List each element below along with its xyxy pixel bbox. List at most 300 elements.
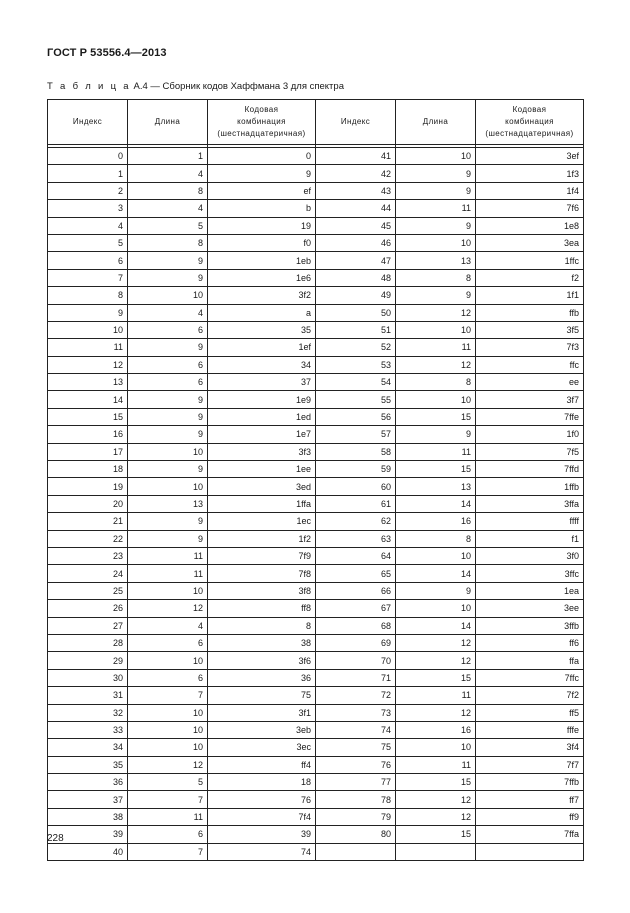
cell-index: 56 xyxy=(316,408,396,425)
table-row xyxy=(48,530,584,547)
table-row xyxy=(48,826,584,843)
cell-codeword: 7f3 xyxy=(476,339,584,356)
cell-codeword: ff9 xyxy=(476,808,584,825)
cell-index: 49 xyxy=(316,287,396,304)
cell-codeword: 34 xyxy=(208,356,316,373)
table-row xyxy=(48,165,584,182)
cell-codeword: 8 xyxy=(208,617,316,634)
table-row xyxy=(48,356,584,373)
cell-length: 12 xyxy=(396,704,476,721)
table-row xyxy=(48,321,584,338)
cell-index: 51 xyxy=(316,321,396,338)
table-row xyxy=(48,217,584,234)
cell-index: 32 xyxy=(48,704,128,721)
cell-codeword: 74 xyxy=(208,843,316,860)
cell-index: 43 xyxy=(316,182,396,199)
cell-codeword: 1ea xyxy=(476,582,584,599)
table-row xyxy=(48,200,584,217)
cell-index: 66 xyxy=(316,582,396,599)
cell-length: 6 xyxy=(128,634,208,651)
cell-index: 33 xyxy=(48,721,128,738)
cell-codeword: 3ed xyxy=(208,478,316,495)
cell-length: 6 xyxy=(128,321,208,338)
table-row xyxy=(48,252,584,269)
cell-index: 7 xyxy=(48,269,128,286)
cell-length: 11 xyxy=(128,547,208,564)
cell-index: 35 xyxy=(48,756,128,773)
cell-codeword: 3ffa xyxy=(476,495,584,512)
table-caption-prefix: Т а б л и ц а xyxy=(47,81,131,92)
cell-length: 6 xyxy=(128,826,208,843)
column-header-index: Индекс xyxy=(48,100,128,145)
table-row xyxy=(48,843,584,860)
cell-length: 9 xyxy=(396,217,476,234)
cell-index: 72 xyxy=(316,687,396,704)
cell-index: 45 xyxy=(316,217,396,234)
cell-index: 78 xyxy=(316,791,396,808)
cell-length: 7 xyxy=(128,843,208,860)
cell-index: 73 xyxy=(316,704,396,721)
cell-codeword: 7f9 xyxy=(208,547,316,564)
cell-length: 10 xyxy=(396,600,476,617)
cell-index: 20 xyxy=(48,495,128,512)
cell-index: 39 xyxy=(48,826,128,843)
cell-index: 48 xyxy=(316,269,396,286)
cell-length: 6 xyxy=(128,669,208,686)
cell-index: 58 xyxy=(316,443,396,460)
cell-codeword: 38 xyxy=(208,634,316,651)
cell-length: 10 xyxy=(128,478,208,495)
cell-index: 17 xyxy=(48,443,128,460)
cell-length: 9 xyxy=(396,165,476,182)
cell-length: 9 xyxy=(128,391,208,408)
cell-index: 8 xyxy=(48,287,128,304)
cell-codeword: 7f4 xyxy=(208,808,316,825)
cell-length: 13 xyxy=(128,495,208,512)
cell-codeword: 1e9 xyxy=(208,391,316,408)
cell-codeword: f0 xyxy=(208,234,316,251)
cell-index: 54 xyxy=(316,374,396,391)
table-row xyxy=(48,565,584,582)
cell-index: 60 xyxy=(316,478,396,495)
cell-codeword: 7ffb xyxy=(476,774,584,791)
cell-length: 7 xyxy=(128,687,208,704)
cell-codeword: 3f3 xyxy=(208,443,316,460)
cell-length: 9 xyxy=(128,252,208,269)
table-row xyxy=(48,513,584,530)
cell-index: 1 xyxy=(48,165,128,182)
cell-codeword: 1f2 xyxy=(208,530,316,547)
cell-codeword: 7ffc xyxy=(476,669,584,686)
table-body xyxy=(48,145,584,861)
cell-length: 4 xyxy=(128,200,208,217)
cell-length xyxy=(396,843,476,860)
cell-length: 9 xyxy=(128,513,208,530)
cell-index: 79 xyxy=(316,808,396,825)
cell-index: 38 xyxy=(48,808,128,825)
cell-length: 5 xyxy=(128,217,208,234)
cell-codeword: ffa xyxy=(476,652,584,669)
cell-index: 24 xyxy=(48,565,128,582)
cell-codeword: 3f2 xyxy=(208,287,316,304)
column-header-length: Длина xyxy=(396,100,476,145)
cell-index: 2 xyxy=(48,182,128,199)
cell-codeword: 3f8 xyxy=(208,582,316,599)
cell-codeword: 3f4 xyxy=(476,739,584,756)
cell-index: 64 xyxy=(316,547,396,564)
cell-codeword: 35 xyxy=(208,321,316,338)
cell-length: 12 xyxy=(396,634,476,651)
cell-index: 52 xyxy=(316,339,396,356)
cell-codeword: ef xyxy=(208,182,316,199)
cell-index: 28 xyxy=(48,634,128,651)
cell-length: 15 xyxy=(396,669,476,686)
cell-codeword: 3ef xyxy=(476,148,584,165)
cell-index: 80 xyxy=(316,826,396,843)
cell-index: 18 xyxy=(48,461,128,478)
cell-length: 12 xyxy=(396,791,476,808)
cell-index: 5 xyxy=(48,234,128,251)
cell-codeword: 3ee xyxy=(476,600,584,617)
cell-index: 4 xyxy=(48,217,128,234)
cell-length: 4 xyxy=(128,617,208,634)
cell-index: 65 xyxy=(316,565,396,582)
cell-index: 53 xyxy=(316,356,396,373)
cell-length: 9 xyxy=(396,182,476,199)
cell-index: 22 xyxy=(48,530,128,547)
cell-codeword: 1e6 xyxy=(208,269,316,286)
cell-codeword: 7f5 xyxy=(476,443,584,460)
cell-codeword: f2 xyxy=(476,269,584,286)
cell-length: 16 xyxy=(396,513,476,530)
cell-codeword: 3ffc xyxy=(476,565,584,582)
cell-index: 13 xyxy=(48,374,128,391)
cell-codeword: a xyxy=(208,304,316,321)
table-row xyxy=(48,547,584,564)
table-row xyxy=(48,669,584,686)
cell-index: 11 xyxy=(48,339,128,356)
table-row xyxy=(48,339,584,356)
cell-index: 36 xyxy=(48,774,128,791)
cell-length: 10 xyxy=(128,443,208,460)
cell-length: 12 xyxy=(396,652,476,669)
table-row xyxy=(48,234,584,251)
cell-length: 6 xyxy=(128,374,208,391)
cell-codeword: 7f2 xyxy=(476,687,584,704)
cell-length: 9 xyxy=(128,408,208,425)
cell-length: 11 xyxy=(396,339,476,356)
cell-length: 14 xyxy=(396,495,476,512)
cell-length: 8 xyxy=(128,234,208,251)
cell-index: 63 xyxy=(316,530,396,547)
cell-index: 46 xyxy=(316,234,396,251)
cell-codeword: 9 xyxy=(208,165,316,182)
table-row xyxy=(48,461,584,478)
column-header-codeword: Кодовая комбинация (шестнадцатеричная) xyxy=(476,100,584,145)
cell-codeword: 7ffa xyxy=(476,826,584,843)
cell-length: 9 xyxy=(128,426,208,443)
cell-length: 9 xyxy=(396,582,476,599)
cell-length: 6 xyxy=(128,356,208,373)
cell-length: 15 xyxy=(396,826,476,843)
table-header-row xyxy=(48,100,584,145)
table-row xyxy=(48,391,584,408)
cell-index: 50 xyxy=(316,304,396,321)
cell-length: 9 xyxy=(128,339,208,356)
cell-codeword: 76 xyxy=(208,791,316,808)
cell-length: 8 xyxy=(396,269,476,286)
table-row xyxy=(48,808,584,825)
cell-length: 9 xyxy=(396,426,476,443)
cell-index: 41 xyxy=(316,148,396,165)
cell-codeword: 1ed xyxy=(208,408,316,425)
cell-codeword: 1f1 xyxy=(476,287,584,304)
cell-length: 15 xyxy=(396,461,476,478)
cell-index xyxy=(316,843,396,860)
table-row xyxy=(48,426,584,443)
cell-codeword: 3f1 xyxy=(208,704,316,721)
cell-length: 12 xyxy=(396,304,476,321)
cell-codeword: 36 xyxy=(208,669,316,686)
huffman-codebook-table xyxy=(47,99,584,861)
cell-codeword: 3ea xyxy=(476,234,584,251)
table-row xyxy=(48,148,584,165)
cell-length: 11 xyxy=(396,687,476,704)
cell-length: 10 xyxy=(396,148,476,165)
cell-length: 13 xyxy=(396,252,476,269)
cell-length: 10 xyxy=(128,287,208,304)
cell-index: 59 xyxy=(316,461,396,478)
cell-codeword: 1ffa xyxy=(208,495,316,512)
cell-length: 10 xyxy=(128,721,208,738)
cell-index: 15 xyxy=(48,408,128,425)
cell-length: 15 xyxy=(396,408,476,425)
cell-index: 6 xyxy=(48,252,128,269)
cell-codeword: 1f3 xyxy=(476,165,584,182)
cell-codeword: 3f0 xyxy=(476,547,584,564)
cell-length: 4 xyxy=(128,165,208,182)
cell-codeword: 7f8 xyxy=(208,565,316,582)
table-row xyxy=(48,600,584,617)
cell-length: 14 xyxy=(396,617,476,634)
cell-codeword: 75 xyxy=(208,687,316,704)
cell-codeword: ffff xyxy=(476,513,584,530)
table-row xyxy=(48,617,584,634)
cell-length: 9 xyxy=(128,530,208,547)
cell-index: 31 xyxy=(48,687,128,704)
table-row xyxy=(48,721,584,738)
cell-codeword: 1ef xyxy=(208,339,316,356)
cell-index: 67 xyxy=(316,600,396,617)
cell-codeword: 1f4 xyxy=(476,182,584,199)
cell-codeword: 0 xyxy=(208,148,316,165)
cell-codeword: b xyxy=(208,200,316,217)
cell-index: 62 xyxy=(316,513,396,530)
cell-index: 61 xyxy=(316,495,396,512)
cell-codeword: 3ffb xyxy=(476,617,584,634)
cell-codeword: 18 xyxy=(208,774,316,791)
column-header-index: Индекс xyxy=(316,100,396,145)
column-header-codeword: Кодовая комбинация (шестнадцатеричная) xyxy=(208,100,316,145)
cell-codeword: ff4 xyxy=(208,756,316,773)
cell-index: 69 xyxy=(316,634,396,651)
table-row xyxy=(48,478,584,495)
cell-length: 11 xyxy=(396,200,476,217)
cell-length: 8 xyxy=(128,182,208,199)
cell-codeword: 7ffe xyxy=(476,408,584,425)
table-row xyxy=(48,582,584,599)
cell-codeword: 1ee xyxy=(208,461,316,478)
table-caption-text: А.4 — Сборник кодов Хаффмана 3 для спектра xyxy=(130,81,344,92)
cell-length: 10 xyxy=(396,739,476,756)
cell-codeword: ff6 xyxy=(476,634,584,651)
cell-codeword: fffe xyxy=(476,721,584,738)
table-caption xyxy=(47,81,344,92)
cell-length: 10 xyxy=(396,234,476,251)
cell-length: 10 xyxy=(396,391,476,408)
column-header-length: Длина xyxy=(128,100,208,145)
cell-length: 11 xyxy=(396,756,476,773)
cell-index: 68 xyxy=(316,617,396,634)
cell-length: 1 xyxy=(128,148,208,165)
cell-index: 76 xyxy=(316,756,396,773)
page-number: 228 xyxy=(47,833,64,844)
cell-length: 11 xyxy=(128,565,208,582)
table-row xyxy=(48,495,584,512)
cell-index: 29 xyxy=(48,652,128,669)
cell-index: 26 xyxy=(48,600,128,617)
cell-index: 3 xyxy=(48,200,128,217)
table-row xyxy=(48,287,584,304)
cell-length: 10 xyxy=(396,321,476,338)
cell-length: 11 xyxy=(396,443,476,460)
cell-codeword: 3eb xyxy=(208,721,316,738)
cell-length: 10 xyxy=(396,547,476,564)
cell-codeword: 1e8 xyxy=(476,217,584,234)
table-row xyxy=(48,182,584,199)
table-row xyxy=(48,774,584,791)
cell-index: 75 xyxy=(316,739,396,756)
cell-length: 15 xyxy=(396,774,476,791)
cell-index: 21 xyxy=(48,513,128,530)
cell-length: 8 xyxy=(396,374,476,391)
cell-codeword: f1 xyxy=(476,530,584,547)
cell-index: 44 xyxy=(316,200,396,217)
table-row xyxy=(48,374,584,391)
cell-index: 27 xyxy=(48,617,128,634)
cell-length: 14 xyxy=(396,565,476,582)
cell-index: 10 xyxy=(48,321,128,338)
cell-index: 42 xyxy=(316,165,396,182)
cell-codeword: 1ffb xyxy=(476,478,584,495)
cell-index: 30 xyxy=(48,669,128,686)
cell-codeword: ffb xyxy=(476,304,584,321)
table-row xyxy=(48,408,584,425)
cell-length: 10 xyxy=(128,652,208,669)
cell-codeword: ff8 xyxy=(208,600,316,617)
cell-index: 77 xyxy=(316,774,396,791)
cell-codeword: ffc xyxy=(476,356,584,373)
table-row xyxy=(48,634,584,651)
table-row xyxy=(48,687,584,704)
cell-length: 4 xyxy=(128,304,208,321)
cell-codeword: 19 xyxy=(208,217,316,234)
table-row xyxy=(48,443,584,460)
cell-length: 12 xyxy=(128,600,208,617)
cell-length: 10 xyxy=(128,739,208,756)
cell-length: 11 xyxy=(128,808,208,825)
document-code: ГОСТ Р 53556.4—2013 xyxy=(47,47,167,59)
cell-codeword: 7f7 xyxy=(476,756,584,773)
cell-length: 7 xyxy=(128,791,208,808)
cell-codeword: 7f6 xyxy=(476,200,584,217)
cell-length: 5 xyxy=(128,774,208,791)
cell-length: 9 xyxy=(128,461,208,478)
cell-codeword: 3f6 xyxy=(208,652,316,669)
cell-length: 10 xyxy=(128,582,208,599)
cell-codeword: 39 xyxy=(208,826,316,843)
cell-index: 34 xyxy=(48,739,128,756)
cell-length: 10 xyxy=(128,704,208,721)
cell-index: 19 xyxy=(48,478,128,495)
table-row xyxy=(48,756,584,773)
cell-codeword: 1ec xyxy=(208,513,316,530)
cell-codeword: 3f5 xyxy=(476,321,584,338)
cell-index: 25 xyxy=(48,582,128,599)
cell-codeword: ff7 xyxy=(476,791,584,808)
cell-length: 8 xyxy=(396,530,476,547)
cell-index: 55 xyxy=(316,391,396,408)
table-row xyxy=(48,739,584,756)
cell-codeword: ff5 xyxy=(476,704,584,721)
cell-codeword: 3ec xyxy=(208,739,316,756)
cell-index: 0 xyxy=(48,148,128,165)
cell-index: 9 xyxy=(48,304,128,321)
table-row xyxy=(48,791,584,808)
cell-length: 16 xyxy=(396,721,476,738)
cell-codeword: 3f7 xyxy=(476,391,584,408)
cell-index: 14 xyxy=(48,391,128,408)
cell-codeword: 1e7 xyxy=(208,426,316,443)
cell-length: 9 xyxy=(128,269,208,286)
cell-length: 12 xyxy=(396,356,476,373)
cell-index: 57 xyxy=(316,426,396,443)
cell-codeword xyxy=(476,843,584,860)
table-row xyxy=(48,269,584,286)
cell-index: 40 xyxy=(48,843,128,860)
table-row xyxy=(48,304,584,321)
cell-index: 71 xyxy=(316,669,396,686)
cell-length: 13 xyxy=(396,478,476,495)
cell-index: 23 xyxy=(48,547,128,564)
cell-codeword: 7ffd xyxy=(476,461,584,478)
cell-length: 12 xyxy=(128,756,208,773)
cell-index: 74 xyxy=(316,721,396,738)
cell-index: 12 xyxy=(48,356,128,373)
cell-length: 12 xyxy=(396,808,476,825)
cell-codeword: ee xyxy=(476,374,584,391)
cell-codeword: 1f0 xyxy=(476,426,584,443)
cell-codeword: 1eb xyxy=(208,252,316,269)
cell-length: 9 xyxy=(396,287,476,304)
cell-index: 47 xyxy=(316,252,396,269)
cell-index: 37 xyxy=(48,791,128,808)
table-row xyxy=(48,652,584,669)
cell-index: 16 xyxy=(48,426,128,443)
cell-codeword: 37 xyxy=(208,374,316,391)
table-row xyxy=(48,704,584,721)
cell-index: 70 xyxy=(316,652,396,669)
